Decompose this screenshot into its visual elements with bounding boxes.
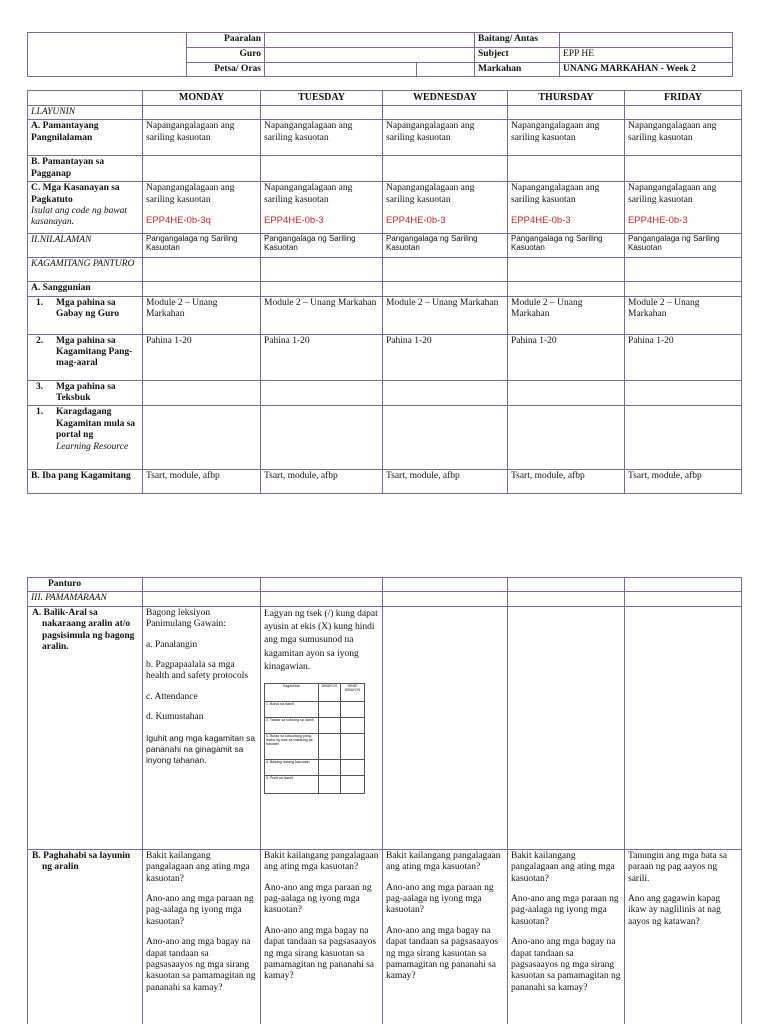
lesson-plan-table-1 [27, 90, 742, 494]
row-label-gabay-ng-guro: 1. Mga pahina sa Gabay ng Guro [28, 296, 143, 334]
gabay-tue: Module 2 – Unang Markahan [261, 296, 383, 334]
nilalaman-thu: Pangangalaga ng Sariling Kasuotan [508, 234, 625, 258]
row-label-paghahabi: B. Paghahabi sa layunin ng aralin [28, 849, 143, 1024]
checklist-mini-table: Kagamitan DIBAYOS HINDI DIBAYOS 1. Bolsa na damit 2. Tastas sa sobrang sa damit 3. Butas na kasuotang pang-ibaba ng mas sa malaking sa tutulater 4. Basang dalang kasuotan 5. Punit sa damit [264, 683, 365, 794]
pahina-tue: Pahina 1-20 [261, 334, 383, 380]
balik-aral-mon: Bagong leksiyon Panimulang Gawain: a. Panalangin b. Pagpapaalala sa mga health and safety protocols c. Attendance d. Kumustahan Iguhit ang mga kagamitan sa pananahi na ginagamit sa inyong tahanan. [143, 606, 261, 849]
section-layunin: I.LAYUNIN [28, 106, 143, 120]
row-label-teksbuk: 3. Mga pahina sa Teksbuk [28, 380, 143, 406]
row-label-pamantayan-sa-pagganap: B. Pamantayan sa Pagganap [28, 156, 143, 182]
kasanayan-tue: Napangangalagaan ang sariling kasuotan EPP4HE-0b-3 [261, 182, 383, 234]
row-label-sanggunian: A. Sanggunian [28, 282, 143, 296]
nilalaman-tue: Pangangalaga ng Sariling Kasuotan [261, 234, 383, 258]
subject-label: Subject [475, 48, 560, 63]
pahina-thu: Pahina 1-20 [508, 334, 625, 380]
objective-mon: Napangangalagaan ang sariling kasuotan [143, 120, 261, 156]
code-tue: EPP4HE-0b-3 [264, 214, 324, 226]
pahina-mon: Pahina 1-20 [143, 334, 261, 380]
day-header-wednesday: WEDNESDAY [383, 91, 508, 106]
lesson-plan-table-2 [27, 577, 742, 1024]
objective-tue: Napangangalagaan ang sariling kasuotan [261, 120, 383, 156]
gabay-mon: Module 2 – Unang Markahan [143, 296, 261, 334]
code-fri: EPP4HE-0b-3 [628, 214, 688, 226]
iba-wed: Tsart, module, afbp [383, 470, 508, 494]
row-label-balik-aral: A. Balik-Aral sa nakaraang aralin at/o pagsisimula ng bagong aralin. [28, 606, 143, 849]
nilalaman-wed: Pangangalaga ng Sariling Kasuotan [383, 234, 508, 258]
day-header-thursday: THURSDAY [508, 91, 625, 106]
row-label-karagdagang-kagamitan: 1. Karagdagang Kagamitan mula sa portal ng Learning Resource [28, 406, 143, 470]
header-table [27, 32, 733, 77]
objective-thu: Napangangalagaan ang sariling kasuotan [508, 120, 625, 156]
day-header-tuesday: TUESDAY [261, 91, 383, 106]
petsa-value-2 [417, 63, 475, 77]
gabay-wed: Module 2 – Unang Markahan [383, 296, 508, 334]
objective-wed: Napangangalagaan ang sariling kasuotan [383, 120, 508, 156]
paghahabi-mon: Bakit kailangang pangalagaan ang ating mga kasuotan? Ano-ano ang mga paraan ng pag-aalaga ng iyong mga kasuotan? Ano-ano ang mga bagay na dapat tandaan sa pagsasaayos ng mga sirang kasuotan sa pamamagitan ng pananahi sa kamay? [143, 849, 261, 1024]
kasanayan-wed: Napangangalagaan ang sariling kasuotan EPP4HE-0b-3 [383, 182, 508, 234]
iba-mon: Tsart, module, afbp [143, 470, 261, 494]
row-label-iba-pang-kagamitan: B. Iba pang Kagamitang [28, 470, 143, 494]
balik-aral-tue: Lagyan ng tsek (/) kung dapat ayusin at ekis (X) kung hindi ang mga sumusunod na kagamitan ayon sa iyong kinagawian. Kagamitan DIBAYOS HINDI DIBAYOS 1. Bolsa na damit 2. Tastas sa sobrang sa damit 3. Butas na kasuotang pang-ibaba ng mas sa malaking sa tutulater 4. Basang dalang kasuotan 5. Punit sa damit [261, 606, 383, 849]
row-label-panturo: Panturo [28, 578, 143, 592]
section-pamamaraan: III. PAMAMARAAN [28, 592, 143, 606]
code-wed: EPP4HE-0b-3 [386, 214, 446, 226]
nilalaman-fri: Pangangalaga ng Sariling Kasuotan [625, 234, 742, 258]
kasanayan-mon: Napangangalagaan ang sariling kasuotan EPP4HE-0b-3q [143, 182, 261, 234]
iba-tue: Tsart, module, afbp [261, 470, 383, 494]
markahan-value: UNANG MARKAHAN - Week 2 [560, 63, 733, 77]
code-thu: EPP4HE-0b-3 [511, 214, 571, 226]
row-label-kasanayan: C. Mga Kasanayan sa Pagkatuto Isulat ang code ng bawat kasanayan. [28, 182, 143, 234]
section-kagamitang-panturo: KAGAMITANG PANTURO [28, 258, 143, 282]
iba-thu: Tsart, module, afbp [508, 470, 625, 494]
guro-value [265, 48, 475, 63]
paaralan-label: Paaralan [187, 33, 265, 48]
markahan-label: Markahan [475, 63, 560, 77]
paghahabi-fri: Tanungin ang mga bata sa paraan ng pag aayos ng sarili. Ano ang gagawin kapag ikaw ay naglilinis at nag aayos ng katawan? [625, 849, 742, 1024]
code-mon: EPP4HE-0b-3q [146, 214, 211, 226]
paghahabi-thu: Bakit kailangang pangalagaan ang ating mga kasuotan? Ano-ano ang mga paraan ng pag-aalaga ng iyong mga kasuotan? Ano-ano ang mga bagay na dapat tandaan sa pagsasaayos ng mga sirang kasuotan sa pamamagitan ng pananahi sa kamay? [508, 849, 625, 1024]
paghahabi-wed: Bakit kailangang pangalagaan ang ating mga kasuotan? Ano-ano ang mga paraan ng pag-aalaga ng iyong mga kasuotan? Ano-ano ang mga bagay na dapat tandaan sa pagsasaayos ng mga sirang kasuotan sa pamamagitan ng pananahi sa kamay? [383, 849, 508, 1024]
kasanayan-fri: Napangangalagaan ang sariling kasuotan EPP4HE-0b-3 [625, 182, 742, 234]
gabay-thu: Module 2 – Unang Markahan [508, 296, 625, 334]
petsa-value-1 [265, 63, 417, 77]
header-logo-cell [28, 33, 187, 77]
baitang-label: Baitang/ Antas [475, 33, 560, 48]
day-header-blank [28, 91, 143, 106]
kasanayan-thu: Napangangalagaan ang sariling kasuotan EPP4HE-0b-3 [508, 182, 625, 234]
iba-fri: Tsart, module, afbp [625, 470, 742, 494]
pahina-wed: Pahina 1-20 [383, 334, 508, 380]
guro-label: Guro [187, 48, 265, 63]
pahina-fri: Pahina 1-20 [625, 334, 742, 380]
objective-fri: Napangangalagaan ang sariling kasuotan [625, 120, 742, 156]
day-header-monday: MONDAY [143, 91, 261, 106]
paaralan-value [265, 33, 475, 48]
subject-value: EPP HE [560, 48, 733, 63]
row-label-pamantayang-pangnilalaman: A. Pamantayang Pangnilalaman [28, 120, 143, 156]
gabay-fri: Module 2 – Unang Markahan [625, 296, 742, 334]
section-nilalaman: II.NILALAMAN [28, 234, 143, 258]
day-header-friday: FRIDAY [625, 91, 742, 106]
row-label-pang-mag-aaral: 2. Mga pahina sa Kagamitang Pang-mag-aaral [28, 334, 143, 380]
kasanayan-note: Isulat ang code ng bawat kasanayan. [31, 205, 128, 228]
baitang-value [560, 33, 733, 48]
paghahabi-tue: Bakit kailangang pangalagaan ang ating mga kasuotan? Ano-ano ang mga paraan ng pag-aalaga ng iyong mga kasuotan? Ano-ano ang mga bagay na dapat tandaan sa pagsasaayos ng mga sirang kasuotan sa pamamagitan ng pananahi sa kamay? [261, 849, 383, 1024]
petsa-label: Petsa/ Oras [187, 63, 265, 77]
nilalaman-mon: Pangangalaga ng Sariling Kasuotan [143, 234, 261, 258]
